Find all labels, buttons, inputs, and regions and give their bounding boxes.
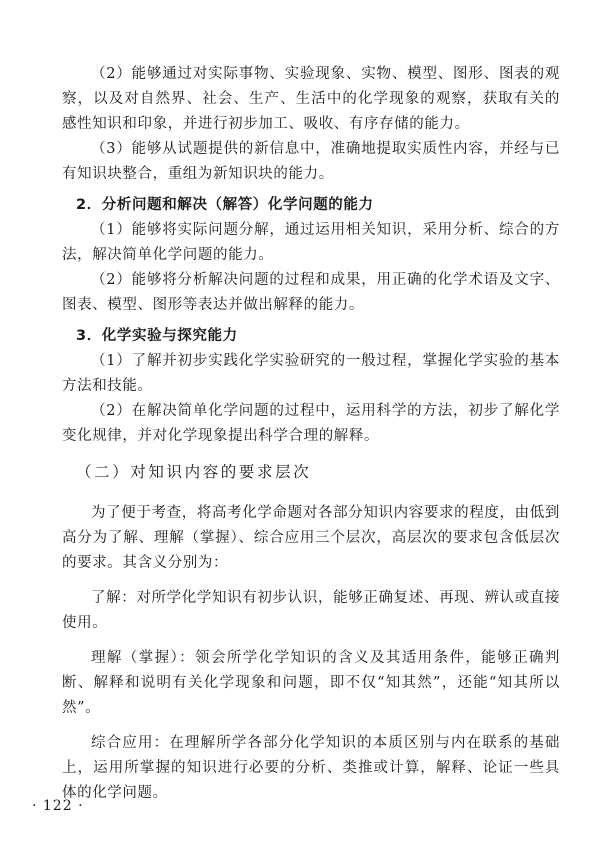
page-content bbox=[62, 62, 560, 806]
heading-experiment-inquiry: 3．化学实验与探究能力 bbox=[76, 328, 238, 344]
section-title-knowledge-levels: （二）对知识内容的要求层次 bbox=[76, 463, 312, 481]
paragraph-problem-decomposition: （1）能够将实际问题分解，通过运用相关知识，采用分析、综合的方法，解决简单化学问题的能力。 bbox=[62, 222, 560, 263]
paragraph-expression-ability: （2）能够将分析解决问题的过程和成果，用正确的化学术语及文字、图表、模型、图形等表达并做出解释的能力。 bbox=[62, 272, 560, 313]
paragraph-observation-ability: （2）能够通过对实际事物、实验现象、实物、模型、图形、图表的观察，以及对自然界、社会、生产、生活中的化学现象的观察，获取有关的感性知识和印象，并进行初步加工、吸收、有序存储的能力。 bbox=[62, 66, 560, 132]
paragraph-scientific-method: （2）在解决简单化学问题的过程中，运用科学的方法，初步了解化学变化规律，并对化学现象提出科学合理的解释。 bbox=[62, 403, 560, 444]
paragraph-information-extraction: （3）能够从试题提供的新信息中，准确地提取实质性内容，并经与已有知识块整合，重组为新知识块的能力。 bbox=[62, 141, 560, 182]
page-number: · 122 · bbox=[32, 798, 84, 814]
spacer bbox=[62, 636, 560, 646]
paragraph-levels-intro: 为了便于考查，将高考化学命题对各部分知识内容要求的程度，由低到高分为了解、理解（掌握）、综合应用三个层次，高层次的要求包含低层次的要求。其含义分别为： bbox=[62, 505, 560, 571]
heading-problem-solving: 2．分析问题和解决（解答）化学问题的能力 bbox=[76, 197, 374, 213]
paragraph-level-comprehend: 理解（掌握）：领会所学化学知识的含义及其适用条件，能够正确判断、解释和说明有关化学现象和问题，即不仅“知其然”，还能“知其所以然”。 bbox=[62, 650, 560, 716]
paragraph-experiment-process: （1）了解并初步实践化学实验研究的一般过程，掌握化学实验的基本方法和技能。 bbox=[62, 353, 560, 394]
paragraph-level-understand-basic: 了解：对所学化学知识有初步认识，能够正确复述、再现、辨认或直接使用。 bbox=[62, 590, 560, 631]
spacer bbox=[62, 721, 560, 731]
paragraph-level-apply: 综合应用：在理解所学各部分化学知识的本质区别与内在联系的基础上，运用所掌握的知识进行必要的分析、类推或计算，解释、论证一些具体的化学问题。 bbox=[62, 735, 560, 801]
spacer bbox=[62, 576, 560, 586]
